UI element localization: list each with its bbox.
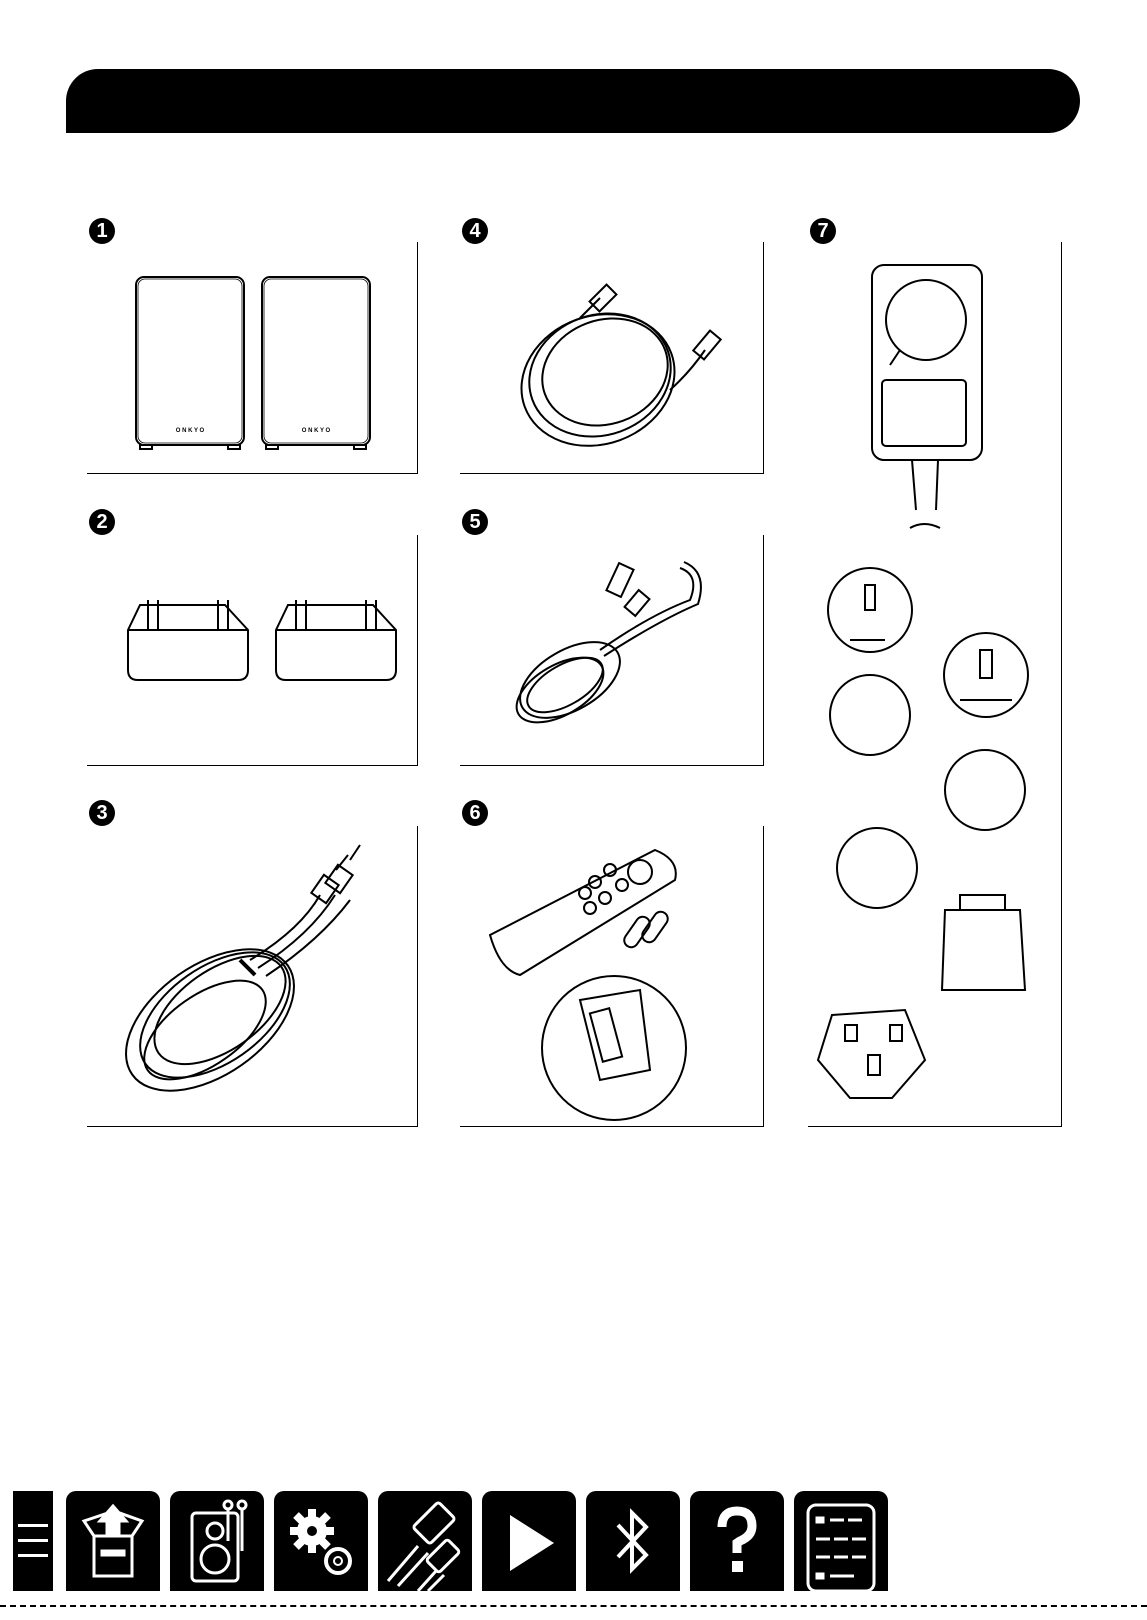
spec-list-icon [794,1491,888,1591]
brand-label-left: O N K Y O [175,428,205,434]
brand-label-right: O N K Y O [301,428,331,434]
nav-button-bluetooth[interactable] [586,1491,680,1591]
usb-cable-icon [378,1491,472,1591]
footer-rule [0,1605,1147,1607]
item-number-7: 7 [810,218,836,244]
item-number-6: 6 [462,800,488,826]
item-number-5: 5 [462,509,488,535]
item-number-2: 2 [89,509,115,535]
bluetooth-icon [586,1491,680,1591]
nav-button-connections[interactable] [170,1491,264,1591]
item-number-4: 4 [462,218,488,244]
menu-tab[interactable] [13,1491,53,1591]
nav-button-specifications[interactable] [794,1491,888,1591]
nav-button-playback[interactable] [482,1491,576,1591]
play-icon [482,1491,576,1591]
help-question-icon [690,1491,784,1591]
nav-button-settings[interactable] [274,1491,368,1591]
box-unpack-icon [66,1491,160,1591]
nav-button-unpacking[interactable] [66,1491,160,1591]
item-number-1: 1 [89,218,115,244]
nav-button-help[interactable] [690,1491,784,1591]
nav-button-usb[interactable] [378,1491,472,1591]
settings-gears-icon [274,1491,368,1591]
item-number-3: 3 [89,800,115,826]
speaker-connect-icon [170,1491,264,1591]
